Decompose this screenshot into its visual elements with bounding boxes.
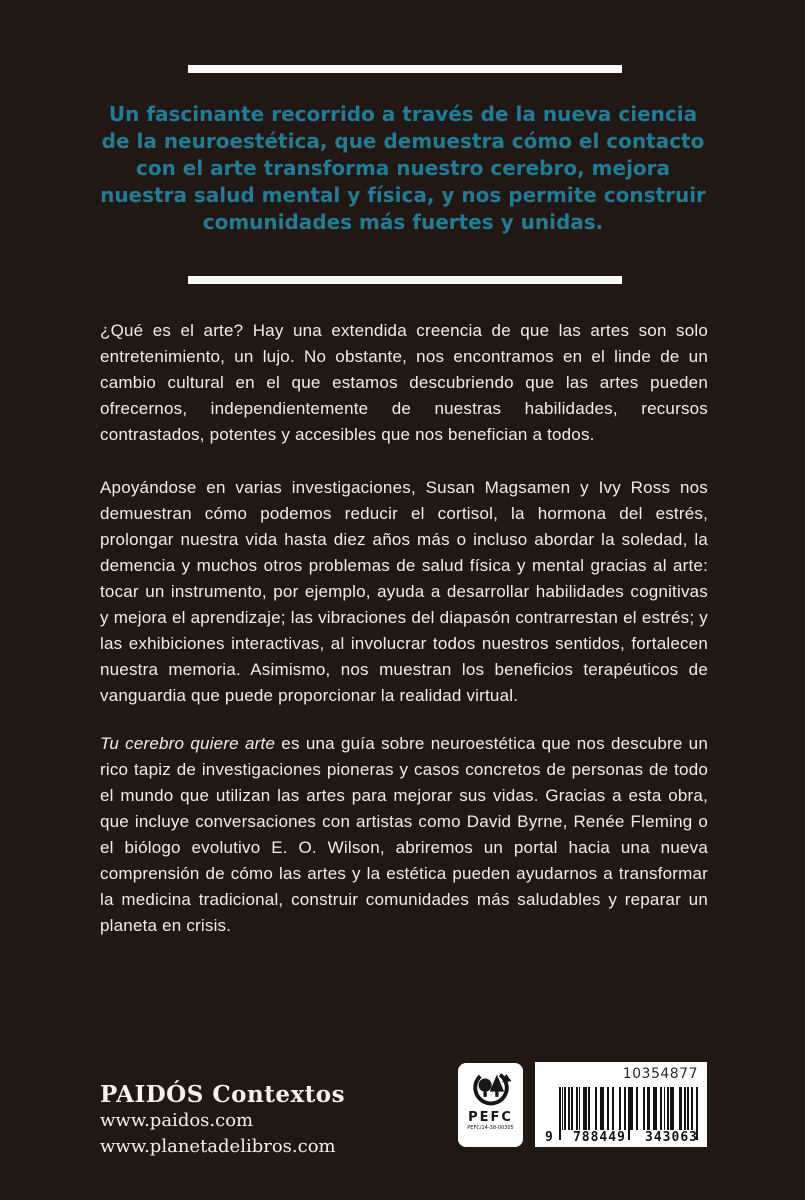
imprint-name: PAIDÓS Contextos (100, 1081, 346, 1108)
intro-blurb: Un fascinante recorrido a través de la nueva ciencia de la neuroestética, que demuestra cómo el contacto con el arte transforma nuestro cerebro, mejora nuestra salud mental y física, y nos permite construir comunidades más fuertes y unidas. (100, 102, 706, 234)
publisher-block (100, 1081, 345, 1160)
barcode-label (535, 1062, 707, 1147)
pefc-trees-recycle-icon (470, 1068, 512, 1110)
body-paragraph-2: Apoyándose en varias investigaciones, Susan Magsamen y Ivy Ross nos demuestran cómo podemos reducir el cortisol, la hormona del estrés, prolongar nuestra vida hasta diez años más o incluso abordar la soledad, la demencia y muchos otros problemas de salud física y mental gracias al arte: tocar un instrumento, por ejemplo, ayuda a desarrollar habilidades cognitivas y mejora el aprendizaje; las vibraciones del diapasón contrarrestan el estrés; y las exhibiciones interactivas, al involucrar todos nuestros sentidos, fortalecen nuestra memoria. Asimismo, nos muestran los beneficios terapéuticos de vanguardia que puede proporcionar la realidad virtual. (100, 478, 708, 705)
body-paragraph-3-rest: es una guía sobre neuroestética que nos descubre un rico tapiz de investigaciones pioneras y casos concretos de personas de todo el mundo que utilizan las artes para mejorar sus vidas. Gracias a esta obra, que incluye conversaciones con artistas como David Byrne, Renée Fleming o el biólogo evolutivo E. O. Wilson, abriremos un portal hacia una nueva comprensión de cómo las artes y la estética pueden ayudarnos a transformar la medicina tradicional, construir comunidades más saludables y reparar un planeta en crisis. (100, 734, 708, 935)
publisher-url-paidos: www.paidos.com (100, 1110, 254, 1131)
isbn-ean-digits (545, 1130, 698, 1145)
pefc-code: PEFC/14-38-00305 (467, 1125, 514, 1131)
pefc-label: PEFC (468, 1110, 513, 1125)
book-title-italic: Tu cerebro quiere arte (100, 734, 276, 753)
publisher-url-planetadelibros: www.planetadelibros.com (100, 1136, 336, 1157)
body-paragraph-1: ¿Qué es el arte? Hay una extendida creencia de que las artes son solo entretenimiento, un lujo. No obstante, nos encontramos en el linde de un cambio cultural en el que estamos descubriendo que las artes pueden ofrecernos, independientemente de nuestras habilidades, recursos contrastados, potentes y accesibles que nos benefician a todos. (100, 321, 708, 444)
divider-bottom (188, 276, 622, 284)
ean-first-digit: 9 (545, 1130, 554, 1145)
product-number: 10354877 (622, 1066, 698, 1082)
ean-group-2: 343063 (645, 1130, 698, 1145)
pefc-certification-badge (458, 1063, 523, 1147)
ean-group-1: 788449 (572, 1130, 626, 1145)
body-paragraph-3 (100, 731, 708, 939)
divider-top (188, 65, 622, 73)
